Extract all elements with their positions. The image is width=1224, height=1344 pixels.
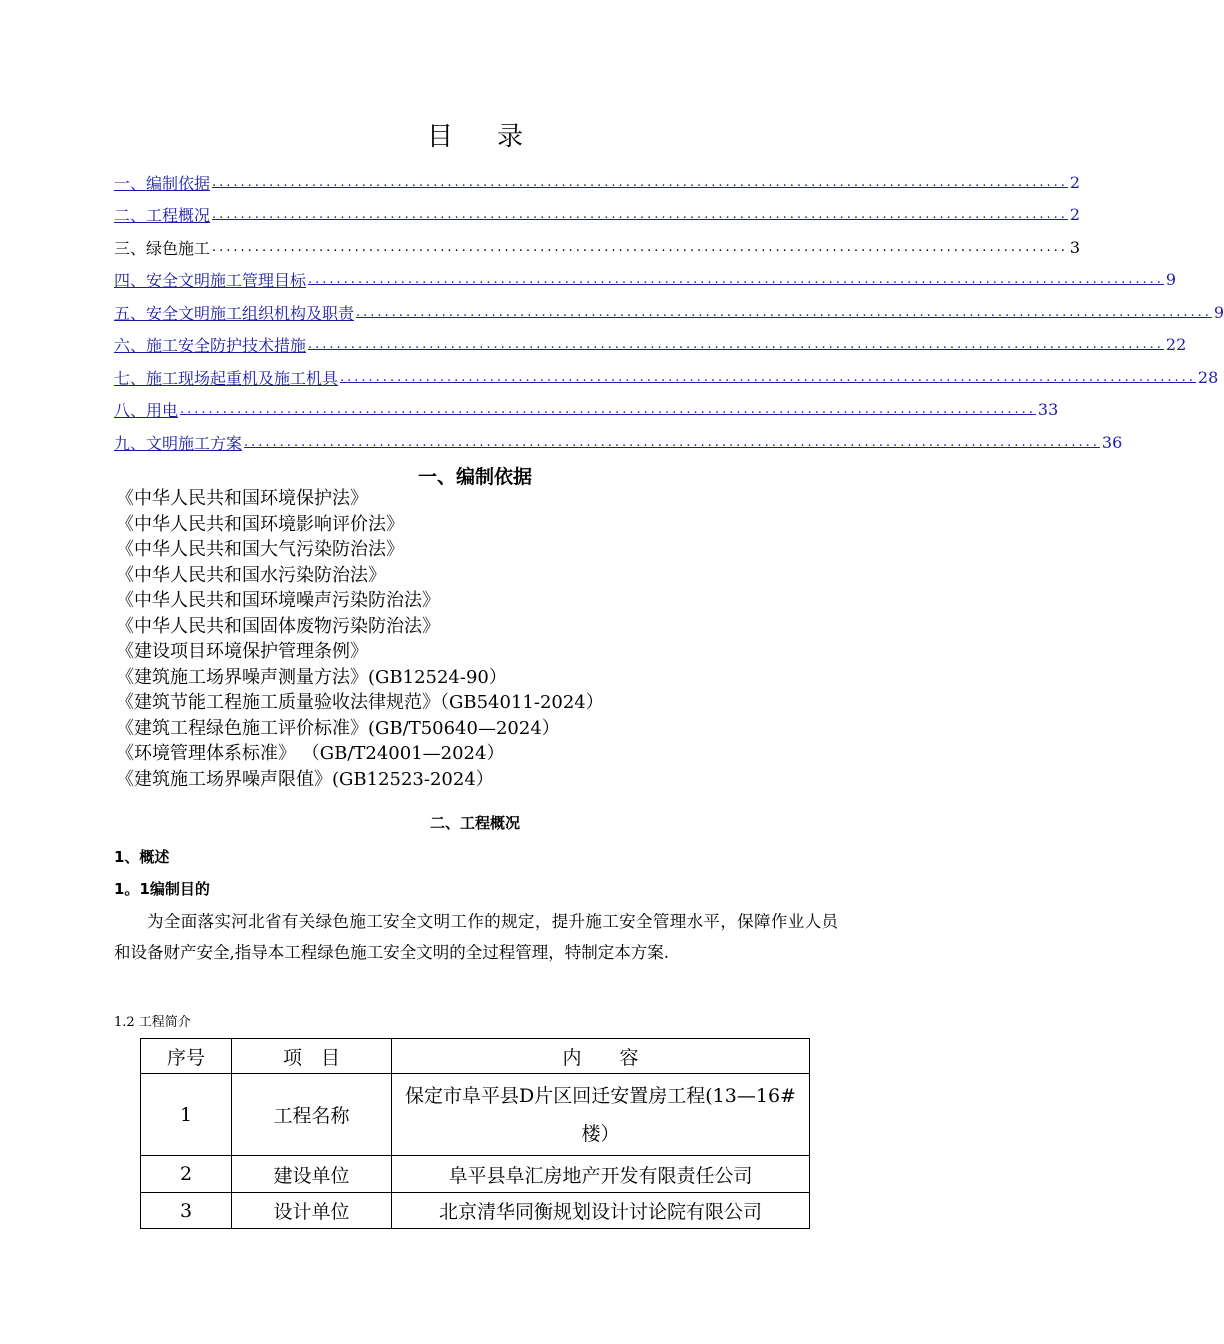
toc-entry-page: 28	[1197, 367, 1219, 387]
reference-list	[116, 486, 876, 792]
toc-entry-label: 五、安全文明施工组织机构及职责	[114, 303, 355, 323]
table-of-contents	[114, 166, 1224, 459]
table-cell: 阜平县阜汇房地产开发有限责任公司	[392, 1156, 810, 1193]
toc-entry-label: 一、编制依据	[114, 173, 211, 193]
toc-entry[interactable]	[114, 426, 1123, 459]
reference-item: 《中华人民共和国环境噪声污染防治法》	[116, 590, 440, 611]
table-cell: 北京清华同衡规划设计讨论院有限公司	[392, 1193, 810, 1229]
toc-entry-page: 36	[1101, 432, 1123, 452]
table-cell: 1	[141, 1074, 232, 1156]
reference-item: 《中华人民共和国环境保护法》	[116, 488, 368, 509]
toc-title-right: 录	[497, 122, 524, 152]
toc-entry[interactable]	[114, 329, 1187, 362]
table-cell: 3	[141, 1193, 232, 1229]
toc-entry-label: 二、工程概况	[114, 206, 211, 226]
toc-entry-label: 六、施工安全防护技术措施	[114, 336, 307, 356]
toc-entry[interactable]	[114, 166, 1081, 199]
section2-heading: 二、工程概况	[429, 814, 520, 832]
toc-leader-dots: ........................................................................................................................	[340, 369, 1196, 385]
col-header-no: 序号	[141, 1039, 232, 1074]
toc-entry[interactable]	[114, 199, 1081, 232]
reference-item: 《中华人民共和国环境影响评价法》	[116, 513, 404, 535]
table-cell: 设计单位	[232, 1193, 392, 1229]
toc-title	[0, 116, 950, 153]
table-cell: 建设单位	[232, 1156, 392, 1193]
toc-title-left: 目	[426, 122, 453, 152]
toc-entry-page: 3	[1069, 237, 1081, 257]
reference-item: 《建筑工程绿色施工评价标准》(GB/T50640—2024）	[116, 717, 560, 739]
col-header-content: 内 容	[392, 1039, 810, 1074]
toc-leader-dots: ........................................................................................................................	[212, 207, 1068, 223]
reference-item: 《中华人民共和国大气污染防治法》	[116, 539, 404, 560]
toc-entry-label: 七、施工现场起重机及施工机具	[114, 368, 339, 388]
toc-entry-page: 2	[1069, 205, 1081, 225]
toc-leader-dots: ........................................................................................................................	[356, 304, 1212, 320]
toc-leader-dots: ........................................................................................................................	[244, 434, 1100, 450]
reference-item: 《建筑施工场界噪声限值》(GB12523-2024）	[116, 768, 494, 790]
toc-entry[interactable]	[114, 361, 1219, 394]
toc-leader-dots: ........................................................................................................................	[212, 174, 1068, 190]
toc-entry-page: 33	[1037, 400, 1059, 420]
toc-entry-page: 9	[1213, 302, 1224, 322]
table-cell: 2	[141, 1156, 232, 1193]
toc-entry	[114, 231, 1081, 264]
toc-entry[interactable]	[114, 296, 1224, 329]
toc-entry[interactable]	[114, 264, 1177, 297]
project-info-table	[140, 1038, 810, 1229]
overview-heading: 1、概述	[114, 848, 170, 866]
table-row	[141, 1193, 810, 1229]
col-header-item: 项 目	[232, 1039, 392, 1074]
toc-entry-page: 9	[1165, 270, 1177, 290]
toc-entry[interactable]	[114, 394, 1059, 427]
toc-entry-label: 八、用电	[114, 401, 179, 421]
toc-leader-dots: ........................................................................................................................	[180, 402, 1036, 418]
reference-item: 《建筑施工场界噪声测量方法》(GB12524-90）	[116, 666, 507, 688]
table-row	[141, 1156, 810, 1193]
reference-item: 《建设项目环境保护管理条例》	[116, 641, 368, 662]
purpose-heading: 1。1编制目的	[114, 880, 210, 898]
reference-item: 《建筑节能工程施工质量验收法律规范》（GB54011-2024）	[116, 692, 604, 713]
reference-item: 《中华人民共和国水污染防治法》	[116, 564, 386, 586]
toc-leader-dots: ........................................................................................................................	[308, 272, 1164, 288]
reference-item: 《中华人民共和国固体废物污染防治法》	[116, 615, 440, 637]
toc-leader-dots: ........................................................................................................................	[212, 239, 1068, 255]
toc-entry-label: 三、绿色施工	[114, 238, 211, 258]
table-cell: 保定市阜平县D片区回迁安置房工程(13—16#楼）	[392, 1074, 810, 1156]
toc-entry-page: 22	[1165, 335, 1187, 355]
toc-entry-label: 九、文明施工方案	[114, 433, 243, 453]
toc-entry-label: 四、安全文明施工管理目标	[114, 271, 307, 291]
table-header-row	[141, 1039, 810, 1074]
toc-entry-page: 2	[1069, 172, 1081, 192]
purpose-paragraph: 为全面落实河北省有关绿色施工安全文明工作的规定，提升施工安全管理水平，保障作业人员和设备财产安全,指导本工程绿色施工安全文明的全过程管理，特制定本方案.	[114, 912, 838, 962]
table-cell: 工程名称	[232, 1074, 392, 1156]
table-row	[141, 1074, 810, 1156]
toc-leader-dots: ........................................................................................................................	[308, 337, 1164, 353]
reference-item: 《环境管理体系标准》 （GB/T24001—2024）	[116, 743, 505, 764]
section1-heading: 一、编制依据	[417, 466, 532, 488]
project-intro-heading: 1.2 工程简介	[114, 1015, 191, 1030]
